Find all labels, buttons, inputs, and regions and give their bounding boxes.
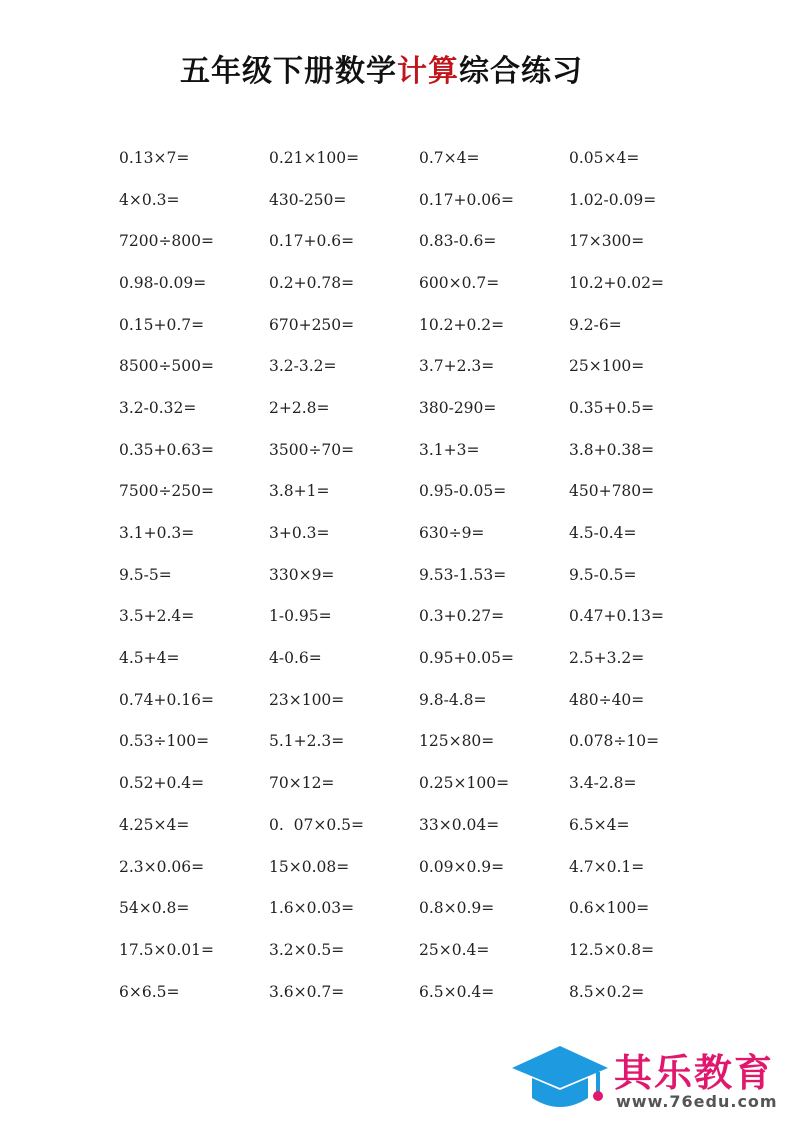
problem-cell: 4.7×0.1= — [569, 857, 645, 876]
problem-cell: 0.6×100= — [569, 899, 650, 918]
problem-cell: 3.6×0.7= — [269, 982, 345, 1001]
problem-cell: 5.1+2.3= — [269, 732, 345, 751]
problem-cell: 0. 07×0.5= — [269, 815, 364, 834]
problem-cell: 9.5-0.5= — [569, 565, 637, 584]
problem-cell: 0.13×7= — [119, 148, 190, 167]
problem-cell: 0.35+0.5= — [569, 398, 655, 417]
problem-cell: 4-0.6= — [269, 649, 322, 668]
problem-cell: 4.5-0.4= — [569, 524, 637, 543]
problem-cell: 0.05×4= — [569, 148, 640, 167]
problem-cell: 3500÷70= — [269, 440, 355, 459]
title-highlight: 计算 — [397, 54, 459, 89]
problem-cell: 9.5-5= — [119, 565, 172, 584]
problem-cell: 70×12= — [269, 774, 335, 793]
problem-cell: 2.3×0.06= — [119, 857, 205, 876]
problem-cell: 0.3+0.27= — [419, 607, 505, 626]
problem-cell: 8500÷500= — [119, 357, 215, 376]
problem-cell: 8.5×0.2= — [569, 982, 645, 1001]
problem-cell: 0.98-0.09= — [119, 273, 207, 292]
problem-cell: 430-250= — [269, 190, 347, 209]
problem-cell: 1.02-0.09= — [569, 190, 657, 209]
problem-cell: 4.25×4= — [119, 815, 190, 834]
problem-cell: 0.21×100= — [269, 148, 360, 167]
title-part2: 综合练习 — [459, 54, 583, 89]
problem-cell: 33×0.04= — [419, 815, 500, 834]
problem-cell: 3.8+0.38= — [569, 440, 655, 459]
problem-cell: 3.7+2.3= — [419, 357, 495, 376]
problem-cell: 17×300= — [569, 232, 645, 251]
problem-cell: 3+0.3= — [269, 524, 330, 543]
problem-cell: 10.2+0.02= — [569, 273, 664, 292]
brand-name: 其乐教育 — [614, 1051, 775, 1095]
problem-cell: 15×0.08= — [269, 857, 350, 876]
problem-cell: 2.5+3.2= — [569, 649, 645, 668]
problem-cell: 0.078÷10= — [569, 732, 660, 751]
problem-cell: 0.52+0.4= — [119, 774, 205, 793]
problem-cell: 630÷9= — [419, 524, 485, 543]
problem-cell: 0.7×4= — [419, 148, 480, 167]
problem-cell: 4.5+4= — [119, 649, 180, 668]
problem-cell: 0.17+0.6= — [269, 232, 355, 251]
problem-cell: 670+250= — [269, 315, 355, 334]
problem-cell: 480÷40= — [569, 690, 645, 709]
title-part1: 五年级下册数学 — [180, 54, 397, 89]
problem-cell: 54×0.8= — [119, 899, 190, 918]
problem-cell: 0.47+0.13= — [569, 607, 664, 626]
problem-cell: 0.35+0.63= — [119, 440, 214, 459]
problem-cell: 23×100= — [269, 690, 345, 709]
problem-cell: 125×80= — [419, 732, 495, 751]
problem-grid — [119, 137, 719, 1012]
problem-cell: 2+2.8= — [269, 398, 330, 417]
problem-cell: 1-0.95= — [269, 607, 332, 626]
problem-cell: 0.2+0.78= — [269, 273, 355, 292]
problem-cell: 6.5×4= — [569, 815, 630, 834]
problem-cell: 3.1+3= — [419, 440, 480, 459]
problem-cell: 3.8+1= — [269, 482, 330, 501]
problem-cell: 3.2-0.32= — [119, 398, 197, 417]
problem-cell: 0.95-0.05= — [419, 482, 507, 501]
problem-cell: 1.6×0.03= — [269, 899, 355, 918]
problem-cell: 6.5×0.4= — [419, 982, 495, 1001]
problem-cell: 9.8-4.8= — [419, 690, 487, 709]
brand-url: www.76edu.com — [616, 1092, 778, 1111]
problem-cell: 0.95+0.05= — [419, 649, 514, 668]
problem-cell: 7500÷250= — [119, 482, 215, 501]
problem-cell: 9.53-1.53= — [419, 565, 507, 584]
problem-cell: 7200÷800= — [119, 232, 215, 251]
problem-cell: 0.8×0.9= — [419, 899, 495, 918]
problem-cell: 25×0.4= — [419, 940, 490, 959]
problem-cell: 25×100= — [569, 357, 645, 376]
problem-cell: 3.2×0.5= — [269, 940, 345, 959]
graduation-cap-icon — [510, 1042, 610, 1114]
problem-cell: 0.15+0.7= — [119, 315, 205, 334]
problem-cell: 450+780= — [569, 482, 655, 501]
problem-cell: 600×0.7= — [419, 273, 500, 292]
problem-cell: 12.5×0.8= — [569, 940, 655, 959]
problem-cell: 3.4-2.8= — [569, 774, 637, 793]
problem-cell: 0.53÷100= — [119, 732, 210, 751]
problem-cell: 330×9= — [269, 565, 335, 584]
problem-cell: 9.2-6= — [569, 315, 622, 334]
brand-logo — [510, 1040, 790, 1116]
problem-cell: 3.1+0.3= — [119, 524, 195, 543]
problem-cell: 0.25×100= — [419, 774, 510, 793]
problem-cell: 6×6.5= — [119, 982, 180, 1001]
problem-cell: 17.5×0.01= — [119, 940, 214, 959]
problem-cell: 0.09×0.9= — [419, 857, 505, 876]
problem-cell: 3.2-3.2= — [269, 357, 337, 376]
page-title — [180, 46, 583, 90]
problem-cell: 0.83-0.6= — [419, 232, 497, 251]
problem-cell: 0.74+0.16= — [119, 690, 214, 709]
problem-cell: 10.2+0.2= — [419, 315, 505, 334]
problem-cell: 380-290= — [419, 398, 497, 417]
problem-cell: 0.17+0.06= — [419, 190, 514, 209]
problem-cell: 4×0.3= — [119, 190, 180, 209]
problem-cell: 3.5+2.4= — [119, 607, 195, 626]
